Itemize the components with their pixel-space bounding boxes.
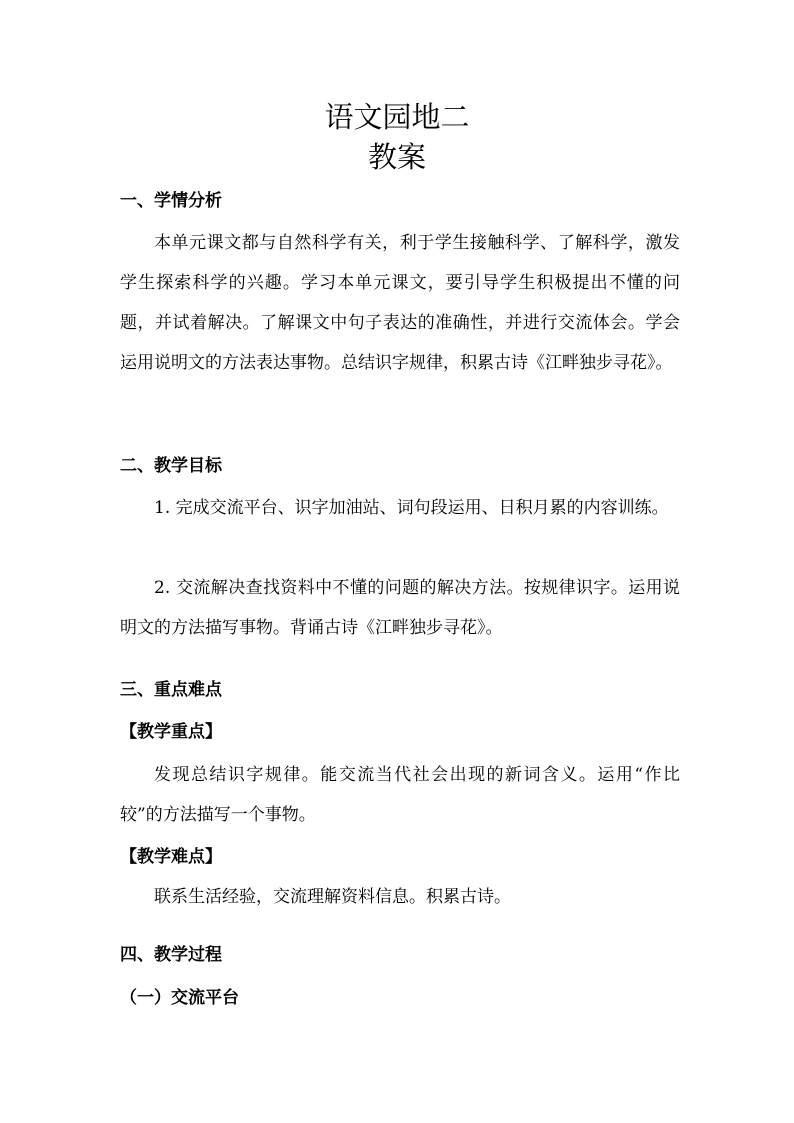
section-heading-learning-analysis: 一、学情分析 [120, 191, 222, 211]
document-subtitle: 教案 [367, 140, 426, 174]
section-heading-teaching-process: 四、教学过程 [120, 945, 222, 965]
section-heading-teaching-goals: 二、教学目标 [120, 456, 222, 476]
teaching-goal-item-2: 2. 交流解决查找资料中不懂的问题的解决方法。按规律识字。运用说明文的方法描写事物。背诵古诗《江畔独步寻花》。 [120, 578, 680, 638]
section-heading-key-points: 三、重点难点 [120, 680, 222, 700]
key-point-label: 【教学重点】 [120, 722, 222, 742]
teaching-goal-item-1: 1. 完成交流平台、识字加油站、词句段运用、日积月累的内容训练。 [154, 498, 669, 518]
difficult-point-label: 【教学难点】 [120, 847, 222, 867]
subsection-heading-exchange-platform: （一）交流平台 [120, 988, 239, 1008]
document-title: 语文园地二 [324, 100, 470, 134]
key-point-body: 发现总结识字规律。能交流当代社会出现的新词含义。运用“作比较”的方法描写一个事物。 [120, 765, 680, 825]
difficult-point-body: 联系生活经验，交流理解资料信息。积累古诗。 [154, 887, 511, 907]
section-body-learning-analysis: 本单元课文都与自然科学有关，利于学生接触科学、了解科学，激发学生探索科学的兴趣。学习本单元课文，要引导学生积极提出不懂的问题，并试着解决。了解课文中句子表达的准确性，并进行交流体会。学会运用说明文的方法表达事物。总结识字规律，积累古诗《江畔独步寻花》。 [120, 233, 680, 373]
